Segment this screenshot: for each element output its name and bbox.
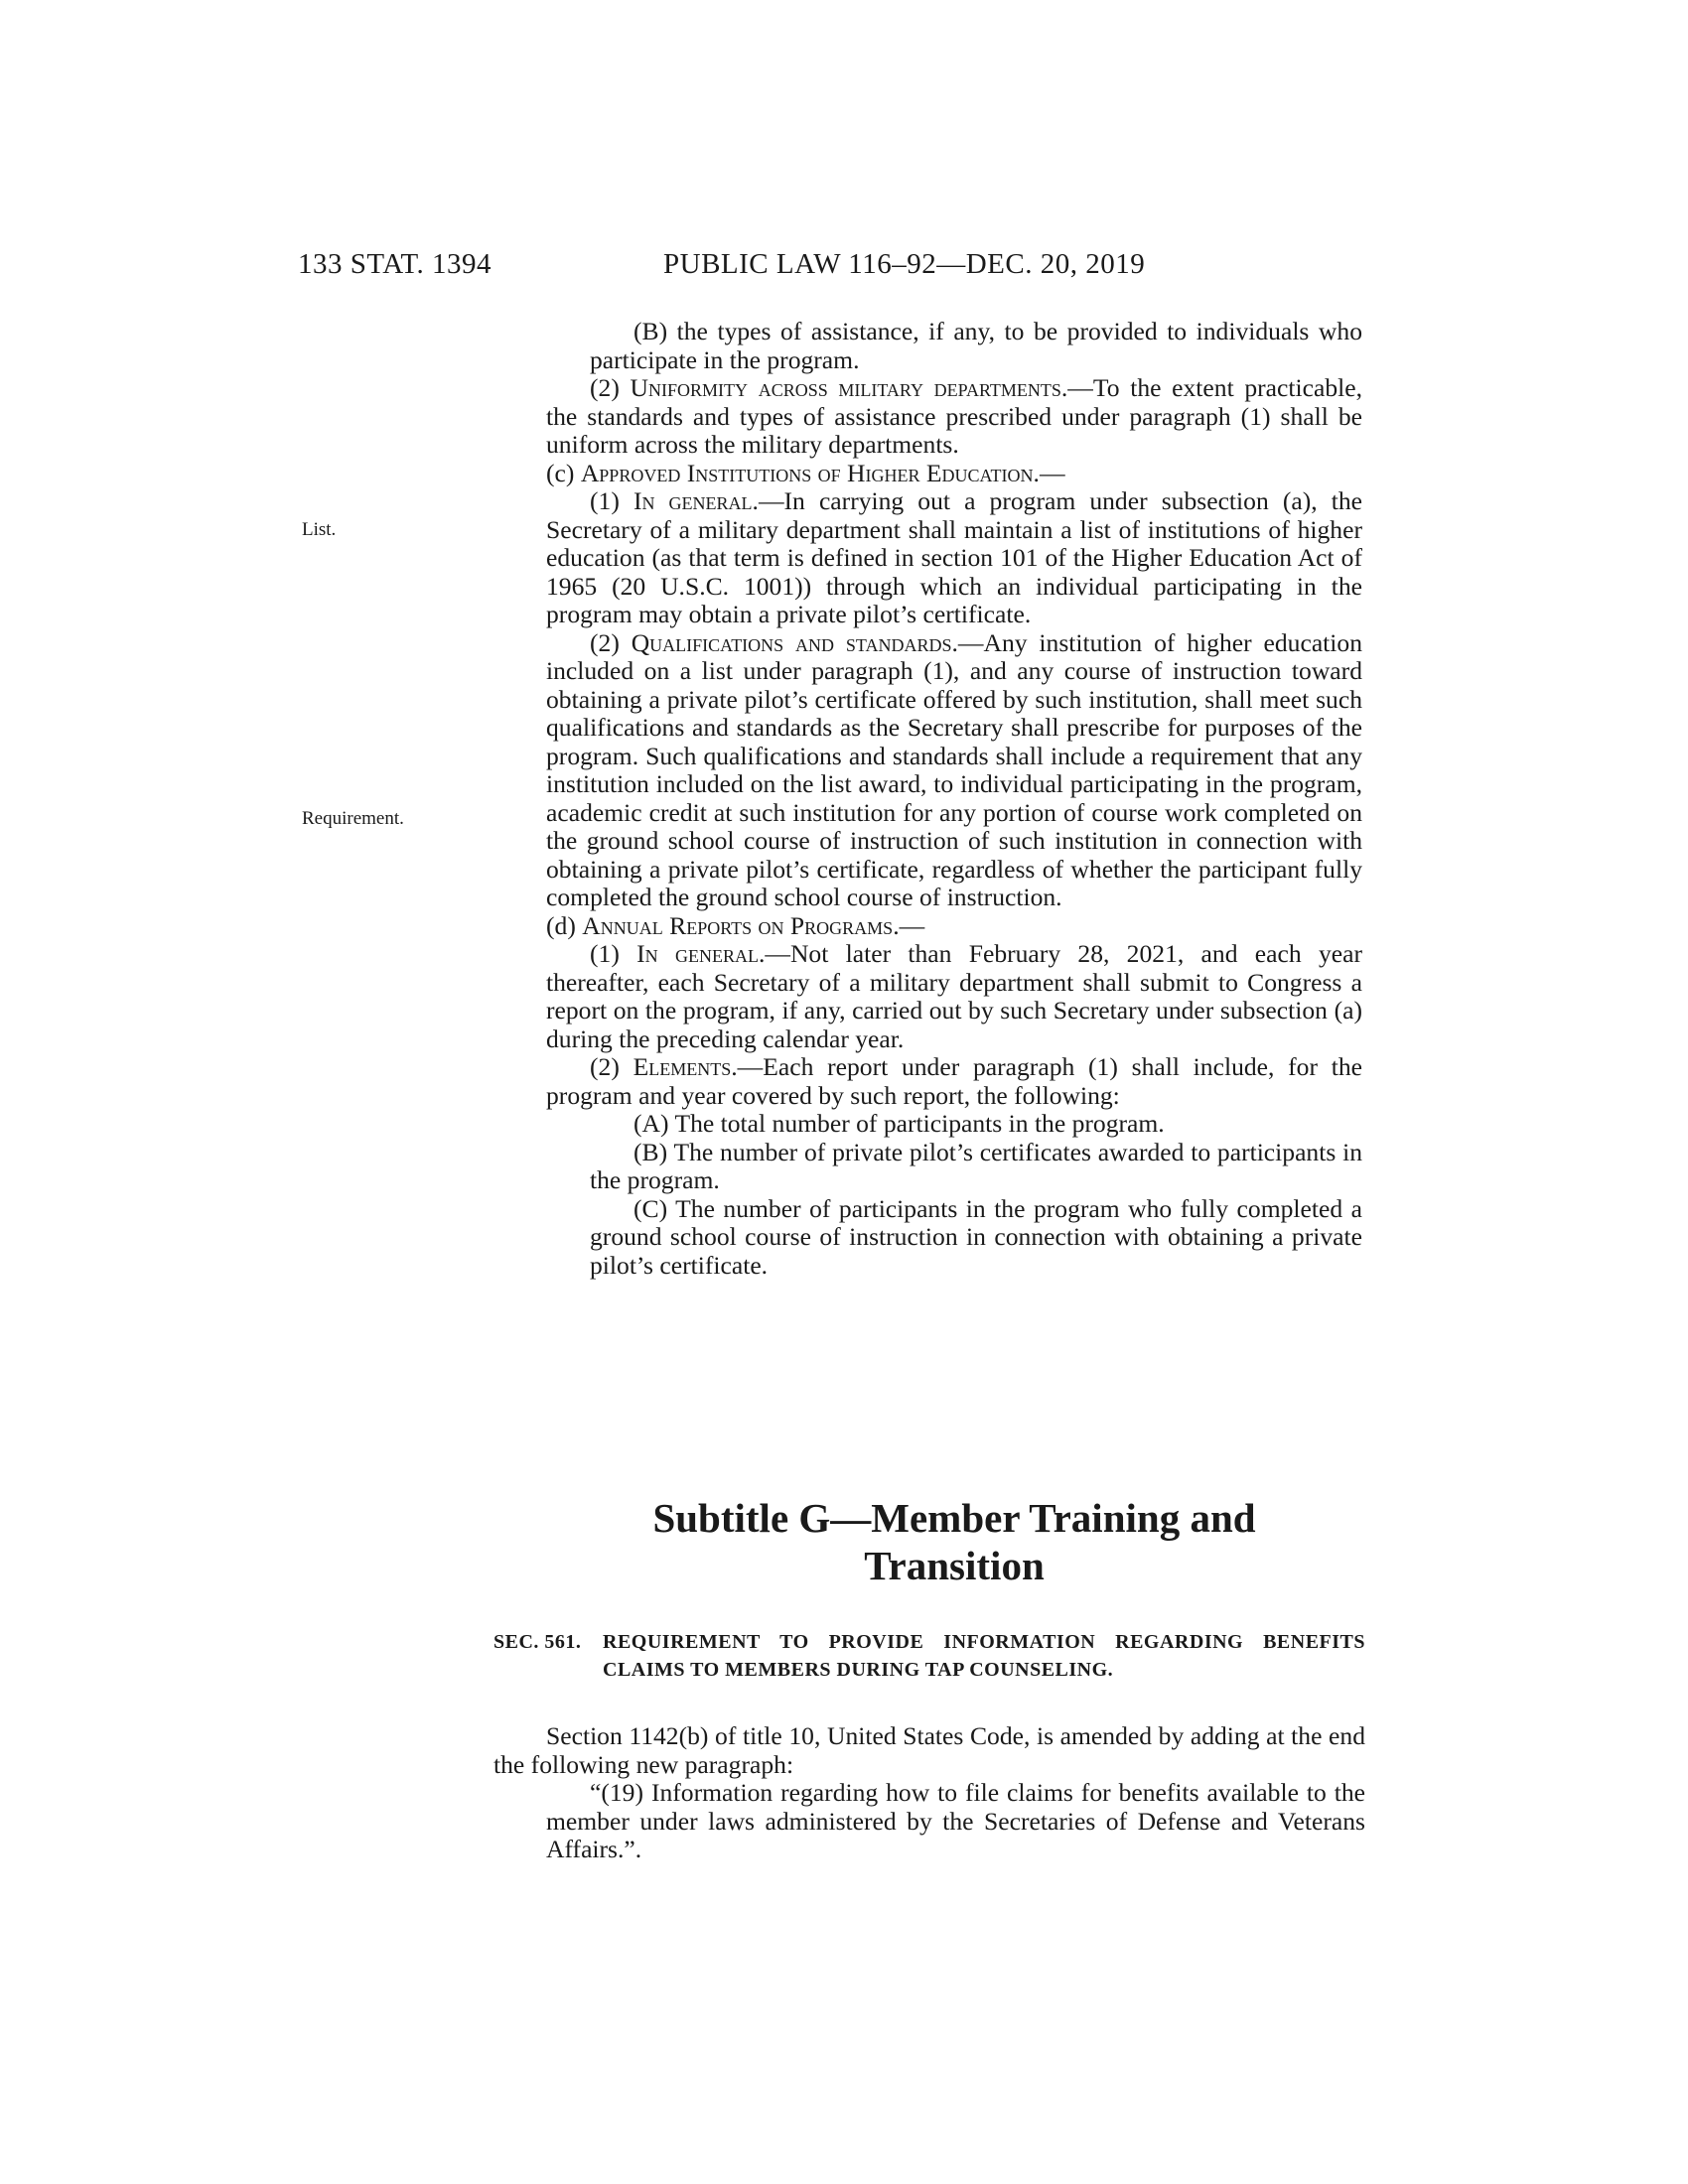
paragraph-text: .—In carrying out a program under subsection (a), the Secretary of a military department shall maintain a list of institutions of higher education (as that term is defined in section 101 of the Higher Education Act of 1965 (20 U.S.C. 1001)) through which an individual participating in the program may obtain a private pilot’s certificate.: [546, 486, 1362, 628]
paragraph-d1: [546, 940, 1362, 1053]
subsection-label: (c): [546, 458, 581, 487]
subtitle-line-1: Subtitle G—Member Training and: [652, 1495, 1256, 1541]
element-c: (C) The number of participants in the program who fully completed a ground school course of instruction in connection with obtaining a private pilot’s certificate.: [590, 1193, 1362, 1280]
subtitle-heading: [546, 1494, 1362, 1589]
subsection-heading: Annual Reports on Programs: [582, 910, 894, 940]
paragraph-label: (2): [590, 627, 632, 657]
section-heading: [493, 1628, 1365, 1684]
paragraph-text: .—Not later than February 28, 2021, and each year thereafter, each Secretary of a military department shall submit to Congress a report on the program, if any, carried out by such Secretary under subsection (a) during the preceding calendar year.: [546, 939, 1363, 1053]
margin-note-requirement: Requirement.: [302, 808, 404, 829]
elements-list: [546, 1110, 1362, 1280]
paragraph-heading: Qualifications and standards: [631, 627, 952, 657]
paragraph-label: (1): [590, 939, 637, 968]
public-law-citation: PUBLIC LAW 116–92—DEC. 20, 2019: [663, 248, 1146, 280]
paragraph-c2: [546, 629, 1362, 912]
page-header: [298, 248, 1370, 288]
paragraph-c1: [546, 487, 1362, 629]
subsection-c: [546, 460, 1362, 488]
paragraph-label: (2): [590, 373, 631, 402]
paragraph-heading: Elements: [633, 1052, 732, 1081]
paragraph-b1: (B) the types of assistance, if any, to be provided to individuals who participate in the program.: [590, 317, 1362, 374]
paragraph-heading: Uniformity across military departments: [630, 373, 1061, 402]
subsection-dash: .—: [893, 910, 925, 940]
statute-page-number: 133 STAT. 1394: [298, 248, 492, 280]
paragraph-d2: [546, 1053, 1362, 1110]
subsection-heading: Approved Institutions of Higher Education: [580, 458, 1034, 487]
main-body: [546, 318, 1362, 1280]
section-quoted-paragraph: “(19) Information regarding how to file claims for benefits available to the member under laws administered by the Secretaries of Defense and Veterans Affairs.”.: [546, 1778, 1365, 1863]
element-b: (B) The number of private pilot’s certificates awarded to participants in the program.: [590, 1137, 1362, 1194]
paragraph-heading: In general: [636, 939, 759, 968]
section-title: REQUIREMENT TO PROVIDE INFORMATION REGARDING BENEFITS CLAIMS TO MEMBERS DURING TAP COUNSELING.: [603, 1631, 1365, 1681]
paragraph-label: (2): [590, 1052, 633, 1081]
subtitle-line-2: Transition: [864, 1543, 1045, 1588]
section-intro: Section 1142(b) of title 10, United States Code, is amended by adding at the end the following new paragraph:: [493, 1721, 1365, 1779]
subsection-dash: .—: [1033, 458, 1065, 487]
section-body: [493, 1722, 1365, 1864]
paragraph-text: .—Each report under paragraph (1) shall include, for the program and year covered by such report, the following:: [546, 1052, 1363, 1110]
paragraph-heading: In general: [633, 486, 753, 515]
subsection-d: [546, 912, 1362, 941]
paragraph-text: .—Any institution of higher education included on a list under paragraph (1), and any course of instruction toward obtaining a private pilot’s certificate offered by such institution, shall meet such qualifications and standards as the Secretary shall prescribe for purposes of the program. Such qualifications and standards shall include a requirement that any institution included on the list award, to individual participating in the program, academic credit at such institution for any portion of course work completed on the ground school course of instruction of such institution in connection with obtaining a private pilot’s certificate, regardless of whether the participant fully completed the ground school course of instruction.: [546, 627, 1362, 911]
paragraph-text: .—To the extent practicable, the standards and types of assistance prescribed under paragraph (1) shall be uniform across the military departments.: [546, 373, 1363, 459]
margin-note-list: List.: [302, 519, 337, 540]
paragraph-label: (1): [590, 486, 633, 515]
subsection-label: (d): [546, 910, 583, 940]
element-a: (A) The total number of participants in the program.: [633, 1109, 1165, 1138]
section-number: SEC. 561.: [493, 1631, 582, 1653]
paragraph-2-uniformity: [546, 374, 1362, 460]
